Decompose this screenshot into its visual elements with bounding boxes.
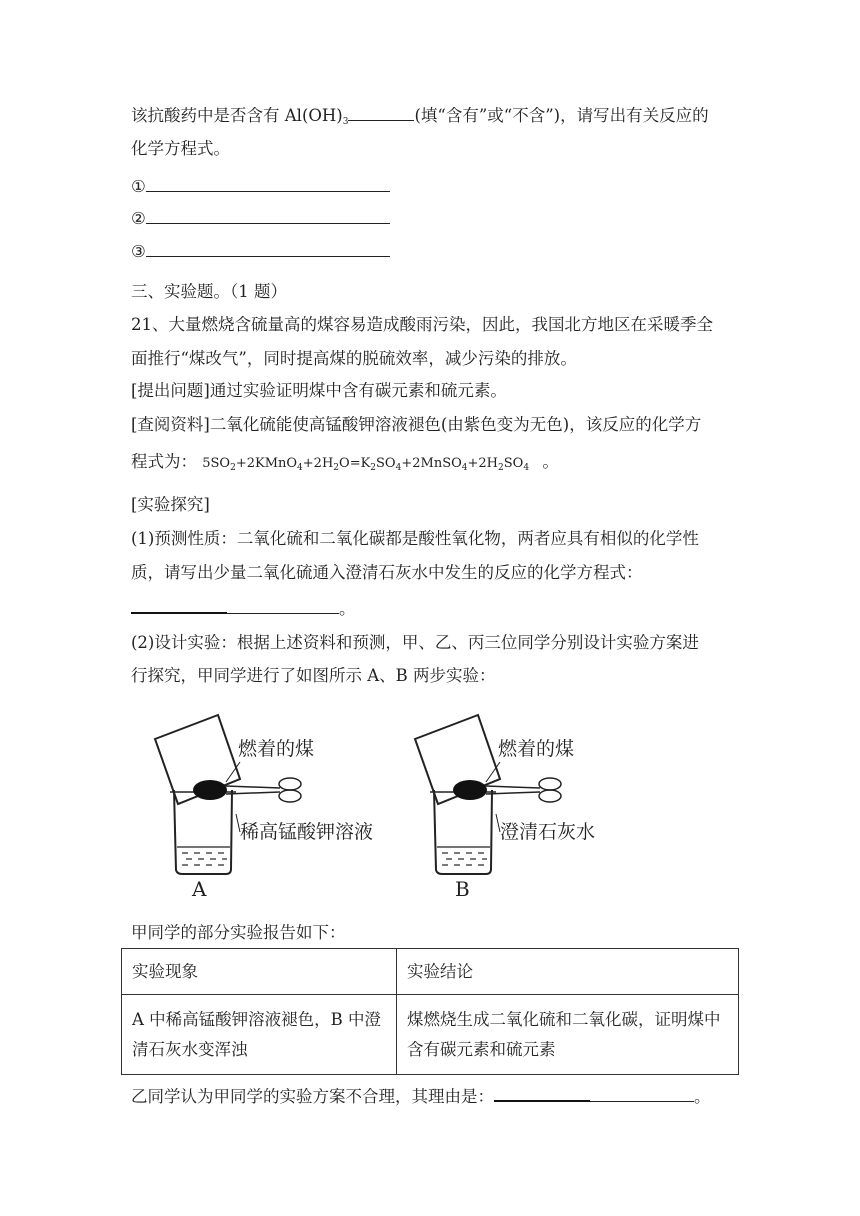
q21-intro-line2: 面推行“煤改气”，同时提高煤的脱硫效率，减少污染的排放。 bbox=[131, 349, 577, 368]
experiment-figure bbox=[140, 712, 610, 908]
answer-blank[interactable] bbox=[227, 597, 339, 614]
label-burning-coal: 燃着的煤 bbox=[498, 738, 575, 760]
q20-item-1: ① bbox=[131, 175, 390, 198]
q21-p1-line3: 。 bbox=[131, 596, 356, 620]
q21-p1-line2: 质，请写出少量二氧化硫通入澄清石灰水中发生的反应的化学方程式： bbox=[131, 563, 643, 582]
table-cell-phenomenon: A 中稀高锰酸钾溶液褪色，B 中澄 清石灰水变浑浊 bbox=[122, 995, 397, 1075]
q21-p2-line2: 行探究，甲同学进行了如图所示 A、B 两步实验： bbox=[131, 666, 496, 685]
q20-line1: 该抗酸药中是否含有 $Al(OH)_3$ (填“含有”或“不含”)，请写出有关反应的 bbox=[131, 106, 709, 127]
table-cell-conclusion: 煤燃烧生成二氧化硫和二氧化碳，证明煤中 含有碳元素和硫元素 bbox=[397, 995, 739, 1075]
q20-item-2: ② bbox=[131, 207, 390, 230]
liquid-dashes bbox=[182, 853, 227, 865]
q20-line2: 化学方程式。 bbox=[131, 139, 230, 158]
answer-blank[interactable] bbox=[494, 1084, 590, 1102]
apparatus-a bbox=[155, 715, 373, 901]
q21-final-line: 乙同学认为甲同学的实验方案不合理，其理由是： 。 bbox=[131, 1084, 711, 1108]
answer-blank[interactable] bbox=[348, 104, 414, 121]
q21-intro-line1: 21、大量燃烧含硫量高的煤容易造成酸雨污染，因此，我国北方地区在采暖季全 bbox=[131, 315, 713, 334]
label-a: A bbox=[192, 877, 207, 901]
q20-item-3: ③ bbox=[131, 240, 390, 263]
apparatus-b bbox=[415, 715, 595, 901]
q21-explore-heading: [实验探究] bbox=[131, 495, 210, 514]
answer-blank[interactable] bbox=[590, 1085, 694, 1102]
table-header-row bbox=[122, 949, 739, 995]
liquid-dashes bbox=[442, 853, 487, 865]
label-solution: 稀高锰酸钾溶液 bbox=[240, 821, 374, 843]
table-header: 实验结论 bbox=[397, 949, 739, 995]
label-solution: 澄清石灰水 bbox=[500, 821, 596, 843]
q21-problem: [提出问题]通过实验证明煤中含有碳元素和硫元素。 bbox=[131, 381, 507, 400]
q21-p2-line1: (2)设计实验：根据上述资料和预测，甲、乙、丙三位同学分别设计实验方案进 bbox=[131, 633, 699, 652]
answer-blank[interactable] bbox=[146, 175, 390, 192]
q21-data-line2: 程式为： $5SO_2+2KMnO_4+2H_2O=K_2SO_4+2MnSO_4+2H_2SO_4$ 。 bbox=[131, 452, 559, 473]
tongs bbox=[486, 786, 540, 794]
answer-blank[interactable] bbox=[146, 240, 390, 257]
experiment-report-table bbox=[121, 948, 739, 1075]
tongs bbox=[226, 786, 280, 794]
answer-blank[interactable] bbox=[131, 596, 227, 614]
section-heading: 三、实验题。（1 题） bbox=[131, 282, 287, 301]
q21-data-line1: [查阅资料]二氧化硫能使高锰酸钾溶液褪色(由紫色变为无色)，该反应的化学方 bbox=[131, 415, 702, 434]
label-burning-coal: 燃着的煤 bbox=[238, 738, 315, 760]
q21-p1-line1: (1)预测性质：二氧化硫和二氧化碳都是酸性氧化物，两者应具有相似的化学性 bbox=[131, 529, 699, 548]
chemical-equation: $5SO_2+2KMnO_4+2H_2O=K_2SO_4+2MnSO_4+2H_2SO_4$ bbox=[202, 456, 530, 473]
burning-coal bbox=[453, 780, 487, 800]
label-b: B bbox=[455, 877, 470, 901]
table-row bbox=[122, 995, 739, 1075]
table-header: 实验现象 bbox=[122, 949, 397, 995]
answer-blank[interactable] bbox=[146, 207, 390, 224]
burning-coal bbox=[193, 780, 227, 800]
report-intro: 甲同学的部分实验报告如下： bbox=[131, 923, 346, 942]
